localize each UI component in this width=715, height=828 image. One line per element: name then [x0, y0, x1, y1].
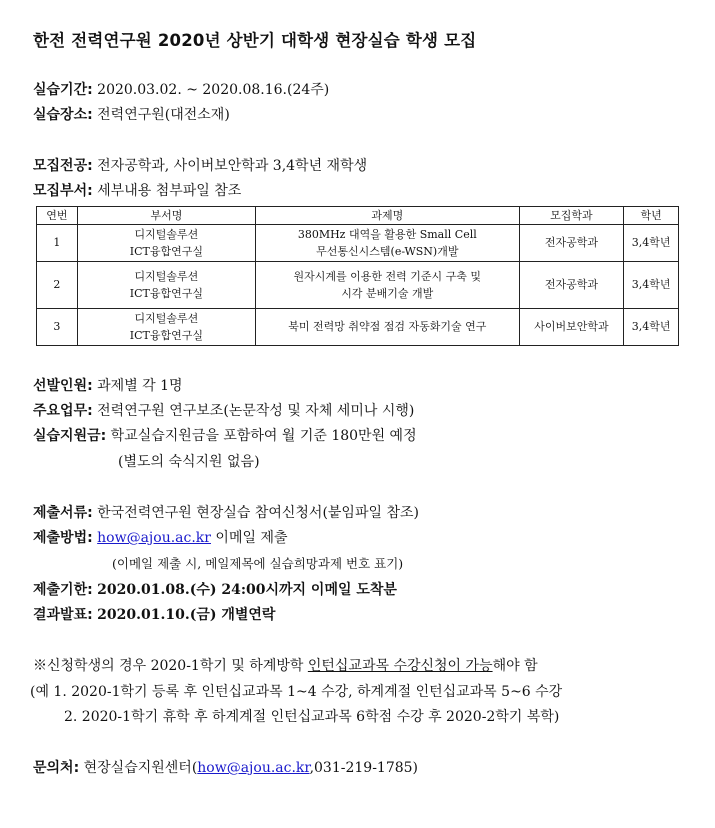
contact-label: 문의처: [33, 760, 80, 776]
row-no: 1 [37, 225, 78, 262]
period-label: 실습기간: [33, 82, 93, 98]
selection-value: 과제별 각 1명 [97, 378, 183, 394]
table-row [37, 309, 679, 346]
table-row [37, 262, 679, 309]
notice-text-underlined: 인턴십교과목 수강신청이 가능 [307, 658, 493, 674]
contact-line [33, 758, 418, 778]
method-note: (이메일 제출 시, 메일제목에 실습희망과제 번호 표기) [112, 556, 404, 571]
header-project: 과제명 [255, 207, 519, 225]
row-dept-line2: ICT융합연구실 [129, 287, 203, 300]
row-no: 3 [37, 309, 78, 346]
result-label: 결과발표: [33, 607, 93, 623]
result-value: 2020.01.10.(금) 개별연락 [97, 607, 276, 623]
header-year: 학년 [624, 207, 679, 225]
method-line [33, 528, 288, 548]
majors-value: 전자공학과, 사이버보안학과 3,4학년 재학생 [97, 158, 368, 174]
row-year: 3,4학년 [624, 225, 679, 262]
header-dept: 부서명 [77, 207, 255, 225]
majors-label: 모집전공: [33, 158, 93, 174]
header-major: 모집학과 [519, 207, 623, 225]
task-table [36, 206, 679, 346]
row-dept [77, 225, 255, 262]
row-dept [77, 262, 255, 309]
stipend-value: 학교실습지원금을 포함하여 월 기준 180만원 예정 [110, 428, 417, 444]
stipend-line [33, 426, 417, 446]
deadline-line [33, 580, 397, 600]
period-value: 2020.03.02. ~ 2020.08.16.(24주) [97, 82, 330, 98]
documents-label: 제출서류: [33, 505, 93, 521]
table-row [37, 225, 679, 262]
row-project [255, 225, 519, 262]
deadline-value: 2020.01.08.(수) 24:00시까지 이메일 도착분 [97, 582, 397, 598]
row-project-line1: 원자시계를 이용한 전력 기준시 구축 및 [293, 270, 482, 283]
selection-label: 선발인원: [33, 378, 93, 394]
deadline-label: 제출기한: [33, 582, 93, 598]
period-line [33, 80, 329, 100]
row-project: 북미 전력망 취약점 점검 자동화기술 연구 [255, 309, 519, 346]
method-label: 제출방법: [33, 530, 93, 546]
row-major: 전자공학과 [519, 225, 623, 262]
row-project-line2: 시각 분배기술 개발 [341, 287, 434, 300]
documents-value: 한국전력연구원 현장실습 참여신청서(붙임파일 참조) [97, 505, 419, 521]
row-dept-line2: ICT융합연구실 [129, 329, 203, 342]
place-label: 실습장소: [33, 107, 93, 123]
method-email-link[interactable]: how@ajou.ac.kr [97, 530, 211, 546]
duties-value: 전력연구원 연구보조(논문작성 및 자체 세미나 시행) [97, 403, 415, 419]
stipend-note: (별도의 숙식지원 없음) [118, 454, 260, 470]
duties-label: 주요업무: [33, 403, 93, 419]
header-no: 연번 [37, 207, 78, 225]
place-line [33, 105, 230, 125]
contact-suffix: ,031-219-1785) [309, 760, 419, 776]
row-year: 3,4학년 [624, 262, 679, 309]
selection-line [33, 376, 183, 396]
row-no: 2 [37, 262, 78, 309]
notice-text-a: ※신청학생의 경우 2020-1학기 및 하계방학 [33, 658, 308, 674]
place-value: 전력연구원(대전소재) [97, 107, 230, 123]
row-year: 3,4학년 [624, 309, 679, 346]
row-major: 사이버보안학과 [519, 309, 623, 346]
notice-line-3: 2. 2020-1학기 휴학 후 하계계절 인턴십교과목 6학점 수강 후 2020-2학기 복학) [64, 709, 560, 725]
departments-label: 모집부서: [33, 183, 93, 199]
stipend-label: 실습지원금: [33, 428, 107, 444]
row-dept-line1: 디지털솔루션 [134, 312, 199, 325]
notice-line-1 [33, 656, 538, 676]
contact-email-link[interactable]: how@ajou.ac.kr [197, 760, 310, 776]
majors-line [33, 156, 367, 176]
row-dept-line1: 디지털솔루션 [134, 228, 199, 241]
result-line [33, 605, 275, 625]
documents-line [33, 503, 419, 523]
row-project [255, 262, 519, 309]
row-dept-line1: 디지털솔루션 [134, 270, 199, 283]
row-project-line2: 무선통신시스템(e-WSN)개발 [316, 245, 459, 258]
method-suffix: 이메일 제출 [210, 530, 288, 546]
page-title: 한전 전력연구원 2020년 상반기 대학생 현장실습 학생 모집 [33, 31, 477, 50]
notice-line-2: (예 1. 2020-1학기 등록 후 인턴십교과목 1~4 수강, 하계계절 인턴십교과목 5~6 수강 [30, 684, 563, 700]
row-major: 전자공학과 [519, 262, 623, 309]
departments-line [33, 181, 241, 201]
notice-text-b: 해야 함 [492, 658, 538, 674]
duties-line [33, 401, 414, 421]
contact-prefix: 현장실습지원센터( [83, 760, 198, 776]
departments-value: 세부내용 첨부파일 참조 [97, 183, 242, 199]
row-dept [77, 309, 255, 346]
row-project-line1: 380MHz 대역을 활용한 Small Cell [297, 228, 477, 241]
table-header-row [37, 207, 679, 225]
row-dept-line2: ICT융합연구실 [129, 245, 203, 258]
